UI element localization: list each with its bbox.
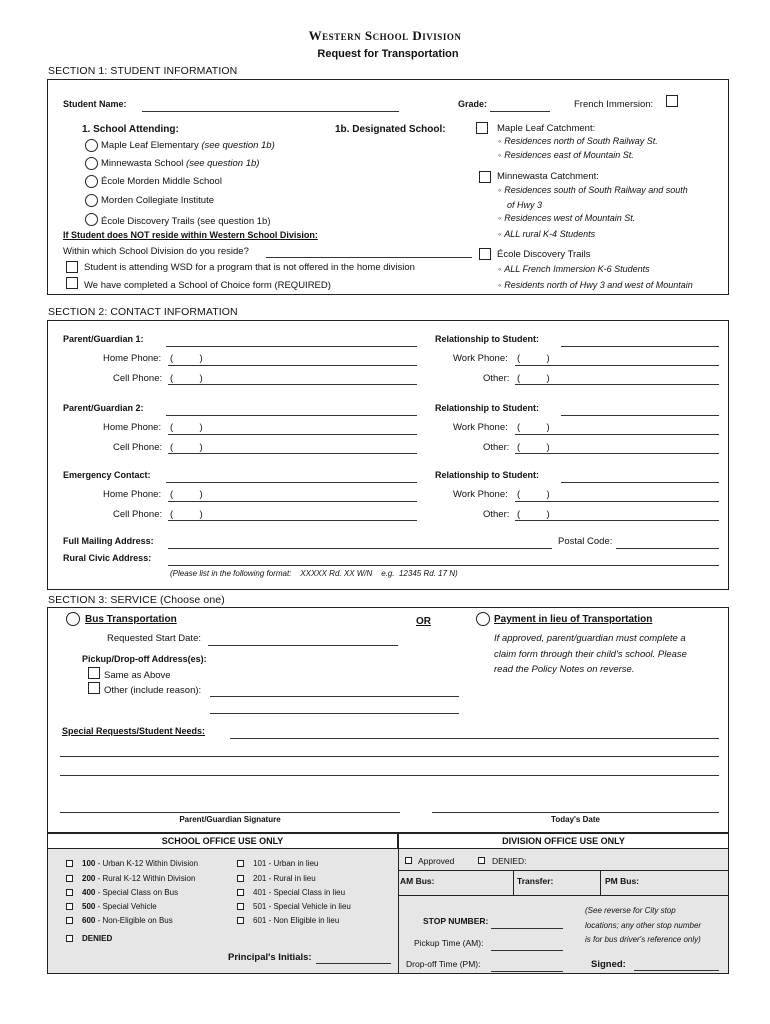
rural-civic-input[interactable] bbox=[168, 565, 719, 566]
other2-input[interactable] bbox=[515, 453, 719, 454]
code-500-label: 500 - Special Vehicle bbox=[82, 902, 157, 911]
work-phone1-parens: ( ) bbox=[517, 353, 550, 364]
rural-format-note: (Please list in the following format: XXXXX Rd. XX W/N e.g. 12345 Rd. 17 N) bbox=[170, 569, 458, 578]
code-601-checkbox[interactable] bbox=[237, 917, 244, 924]
maple-leaf-catchment-label: Maple Leaf Catchment: bbox=[497, 123, 596, 134]
postal-code-label: Postal Code: bbox=[558, 536, 613, 547]
other-reason-input[interactable] bbox=[210, 696, 459, 697]
work-phone2-label: Work Phone: bbox=[453, 422, 508, 433]
discovery-trails-catchment-label: École Discovery Trails bbox=[497, 249, 591, 260]
pickup-time-label: Pickup Time (AM): bbox=[414, 938, 484, 948]
relationship1-label: Relationship to Student: bbox=[435, 334, 539, 344]
which-division-label: Within which School Division do you reside? bbox=[63, 246, 249, 257]
pm-bus-label: PM Bus: bbox=[605, 876, 639, 886]
today-date-label: Today's Date bbox=[551, 815, 600, 824]
payment-note-line: claim form through their child's school. Please bbox=[494, 649, 687, 660]
guardian2-input[interactable] bbox=[166, 415, 417, 416]
payment-note-line: read the Policy Notes on reverse. bbox=[494, 664, 635, 675]
school-radio-discovery-trails[interactable] bbox=[85, 213, 98, 226]
rural-civic-label: Rural Civic Address: bbox=[63, 553, 152, 563]
cell-phone1-label: Cell Phone: bbox=[113, 373, 163, 384]
grade-label: Grade: bbox=[458, 99, 488, 109]
code-401-label: 401 - Special Class in lieu bbox=[253, 888, 346, 897]
french-immersion-checkbox[interactable] bbox=[666, 95, 678, 107]
code-100-label: 100 - Urban K-12 Within Division bbox=[82, 859, 199, 868]
other3-label: Other: bbox=[483, 509, 510, 520]
guardian1-input[interactable] bbox=[166, 346, 417, 347]
code-600-checkbox[interactable] bbox=[66, 917, 73, 924]
code-201-checkbox[interactable] bbox=[237, 875, 244, 882]
emergency-label: Emergency Contact: bbox=[63, 470, 151, 480]
payment-in-lieu-radio[interactable] bbox=[476, 612, 490, 626]
division-denied-checkbox[interactable] bbox=[478, 857, 485, 864]
school-radio-maple-leaf[interactable] bbox=[85, 139, 98, 152]
other-reason-label: Other (include reason): bbox=[104, 685, 202, 696]
school-option-maple-leaf: Maple Leaf Elementary (see question 1b) bbox=[101, 140, 275, 151]
school-of-choice-label: We have completed a School of Choice form (REQUIRED) bbox=[84, 280, 331, 291]
school-denied-label: DENIED bbox=[82, 934, 113, 943]
work-phone1-label: Work Phone: bbox=[453, 353, 508, 364]
special-requests-line-2[interactable] bbox=[60, 756, 719, 757]
relationship3-input[interactable] bbox=[561, 482, 719, 483]
approved-label: Approved bbox=[418, 856, 455, 866]
discovery-trails-catchment-checkbox[interactable] bbox=[479, 248, 491, 260]
not-reside-heading: If Student does NOT reside within Western School Division: bbox=[63, 230, 318, 240]
maple-leaf-catchment-checkbox[interactable] bbox=[476, 122, 488, 134]
dropoff-time-label: Drop-off Time (PM): bbox=[406, 959, 481, 969]
home-phone1-input[interactable] bbox=[168, 365, 417, 366]
school-of-choice-checkbox[interactable] bbox=[66, 277, 78, 289]
bus-row-divider-1 bbox=[513, 870, 514, 895]
catchment-item: ◦ Residences east of Mountain St. bbox=[498, 150, 634, 160]
other1-input[interactable] bbox=[515, 384, 719, 385]
work-phone2-parens: ( ) bbox=[517, 422, 550, 433]
emergency-input[interactable] bbox=[166, 482, 417, 483]
home-phone1-parens: ( ) bbox=[170, 353, 203, 364]
school-radio-morden-middle[interactable] bbox=[85, 175, 98, 188]
catchment-item: ◦ Residences north of South Railway St. bbox=[498, 136, 658, 146]
school-denied-checkbox[interactable] bbox=[66, 935, 73, 942]
signature-label: Parent/Guardian Signature bbox=[179, 815, 281, 824]
work-phone3-input[interactable] bbox=[515, 501, 719, 502]
school-option-discovery-trails: École Discovery Trails (see question 1b) bbox=[101, 216, 271, 227]
cell-phone2-input[interactable] bbox=[168, 453, 417, 454]
catchment-item: ◦ ALL French Immersion K-6 Students bbox=[498, 264, 650, 274]
home-phone2-label: Home Phone: bbox=[103, 422, 162, 433]
school-option-minnewasta: Minnewasta School (see question 1b) bbox=[101, 158, 260, 169]
transfer-label: Transfer: bbox=[517, 876, 554, 886]
code-101-label: 101 - Urban in lieu bbox=[253, 859, 319, 868]
same-as-above-checkbox[interactable] bbox=[88, 667, 100, 679]
program-not-offered-checkbox[interactable] bbox=[66, 261, 78, 273]
other2-label: Other: bbox=[483, 442, 510, 453]
code-601-label: 601 - Non Eligible in lieu bbox=[253, 916, 340, 925]
catchment-item: ◦ Residences south of South Railway and south bbox=[498, 185, 688, 195]
approved-checkbox[interactable] bbox=[405, 857, 412, 864]
cell-phone2-parens: ( ) bbox=[170, 442, 203, 453]
pickup-address-label: Pickup/Drop-off Address(es): bbox=[82, 654, 207, 664]
home-phone2-parens: ( ) bbox=[170, 422, 203, 433]
code-400-label: 400 - Special Class on Bus bbox=[82, 888, 179, 897]
catchment-item: ◦ Residences west of Mountain St. bbox=[498, 213, 635, 223]
relationship2-input[interactable] bbox=[561, 415, 719, 416]
principal-initials-input[interactable] bbox=[316, 963, 391, 964]
relationship1-input[interactable] bbox=[561, 346, 719, 347]
special-requests-line-3[interactable] bbox=[60, 775, 719, 776]
mailing-address-input[interactable] bbox=[168, 548, 552, 549]
guardian1-label: Parent/Guardian 1: bbox=[63, 334, 144, 344]
school-option-morden-middle: École Morden Middle School bbox=[101, 176, 222, 187]
work-phone1-input[interactable] bbox=[515, 365, 719, 366]
code-200-checkbox[interactable] bbox=[66, 875, 73, 882]
school-radio-morden-collegiate[interactable] bbox=[85, 194, 98, 207]
am-bus-label: AM Bus: bbox=[400, 876, 435, 886]
designated-school-label: 1b. Designated School: bbox=[335, 124, 446, 135]
student-name-input[interactable] bbox=[142, 111, 399, 112]
code-501-label: 501 - Special Vehicle in lieu bbox=[253, 902, 351, 911]
other-reason-input-2[interactable] bbox=[210, 713, 459, 714]
work-phone3-label: Work Phone: bbox=[453, 489, 508, 500]
code-501-checkbox[interactable] bbox=[237, 903, 244, 910]
dropoff-time-input[interactable] bbox=[491, 971, 563, 972]
cell-phone3-label: Cell Phone: bbox=[113, 509, 163, 520]
student-name-label: Student Name: bbox=[63, 99, 127, 109]
cell-phone3-parens: ( ) bbox=[170, 509, 203, 520]
code-101-checkbox[interactable] bbox=[237, 860, 244, 867]
stop-number-input[interactable] bbox=[491, 928, 563, 929]
code-401-checkbox[interactable] bbox=[237, 889, 244, 896]
bus-transportation-radio[interactable] bbox=[66, 612, 80, 626]
work-phone3-parens: ( ) bbox=[517, 489, 550, 500]
principal-initials-label: Principal's Initials: bbox=[228, 952, 312, 963]
home-phone3-parens: ( ) bbox=[170, 489, 203, 500]
special-requests-label: Special Requests/Student Needs: bbox=[62, 726, 206, 736]
home-phone3-input[interactable] bbox=[168, 501, 417, 502]
bus-row-top bbox=[398, 870, 729, 871]
form-subtitle: Request for Transportation bbox=[317, 48, 459, 60]
form-title: Western School Division bbox=[308, 28, 462, 43]
code-600-label: 600 - Non-Eligible on Bus bbox=[82, 916, 173, 925]
program-not-offered-label: Student is attending WSD for a program that is not offered in the home division bbox=[84, 262, 415, 273]
cell-phone3-input[interactable] bbox=[168, 520, 417, 521]
catchment-item: of Hwy 3 bbox=[507, 200, 543, 210]
minnewasta-catchment-label: Minnewasta Catchment: bbox=[497, 171, 599, 182]
work-phone2-input[interactable] bbox=[515, 434, 719, 435]
catchment-item: ◦ ALL rural K-4 Students bbox=[498, 229, 595, 239]
or-label: OR bbox=[416, 616, 431, 627]
code-500-checkbox[interactable] bbox=[66, 903, 73, 910]
which-division-input[interactable] bbox=[266, 257, 472, 258]
cell-phone1-parens: ( ) bbox=[170, 373, 203, 384]
stop-note-line: (See reverse for City stop bbox=[585, 906, 676, 915]
minnewasta-catchment-checkbox[interactable] bbox=[479, 171, 491, 183]
other3-parens: ( ) bbox=[517, 509, 550, 520]
same-as-above-label: Same as Above bbox=[104, 670, 171, 681]
school-radio-minnewasta[interactable] bbox=[85, 157, 98, 170]
signature-line[interactable] bbox=[60, 812, 400, 813]
home-phone2-input[interactable] bbox=[168, 434, 417, 435]
bus-row-divider-2 bbox=[600, 870, 601, 895]
section3-heading: SECTION 3: SERVICE (Choose one) bbox=[48, 594, 225, 606]
signed-label: Signed: bbox=[591, 959, 626, 970]
payment-in-lieu-label: Payment in lieu of Transportation bbox=[494, 614, 653, 625]
postal-code-input[interactable] bbox=[616, 548, 719, 549]
french-immersion-label: French Immersion: bbox=[574, 99, 654, 110]
catchment-item: ◦ Residents north of Hwy 3 and west of Mountain bbox=[498, 280, 693, 290]
school-office-title: SCHOOL OFFICE USE ONLY bbox=[161, 836, 284, 846]
cell-phone1-input[interactable] bbox=[168, 384, 417, 385]
stop-note-line: is for bus driver's reference only) bbox=[585, 935, 701, 944]
school-attending-label: 1. School Attending: bbox=[82, 124, 179, 135]
stop-number-label: STOP NUMBER: bbox=[423, 916, 489, 926]
relationship2-label: Relationship to Student: bbox=[435, 403, 539, 413]
school-option-morden-collegiate: Morden Collegiate Institute bbox=[101, 195, 215, 206]
code-201-label: 201 - Rural in lieu bbox=[253, 874, 316, 883]
bus-transportation-label: Bus Transportation bbox=[85, 614, 177, 625]
other1-label: Other: bbox=[483, 373, 510, 384]
start-date-label: Requested Start Date: bbox=[107, 633, 201, 644]
other2-parens: ( ) bbox=[517, 442, 550, 453]
home-phone1-label: Home Phone: bbox=[103, 353, 162, 364]
division-office-title: DIVISION OFFICE USE ONLY bbox=[502, 836, 625, 846]
mailing-address-label: Full Mailing Address: bbox=[63, 536, 154, 546]
office-divider bbox=[398, 849, 399, 974]
grade-input[interactable] bbox=[490, 111, 550, 112]
other1-parens: ( ) bbox=[517, 373, 550, 384]
other-reason-checkbox[interactable] bbox=[88, 682, 100, 694]
division-denied-label: DENIED: bbox=[492, 856, 527, 866]
start-date-input[interactable] bbox=[208, 645, 398, 646]
today-date-line[interactable] bbox=[432, 812, 719, 813]
payment-note-line: If approved, parent/guardian must complete a bbox=[494, 633, 686, 644]
cell-phone2-label: Cell Phone: bbox=[113, 442, 163, 453]
code-200-label: 200 - Rural K-12 Within Division bbox=[82, 874, 196, 883]
section2-heading: SECTION 2: CONTACT INFORMATION bbox=[48, 306, 238, 318]
home-phone3-label: Home Phone: bbox=[103, 489, 162, 500]
code-400-checkbox[interactable] bbox=[66, 889, 73, 896]
other3-input[interactable] bbox=[515, 520, 719, 521]
bus-row-bottom bbox=[398, 895, 729, 896]
pickup-time-input[interactable] bbox=[491, 950, 563, 951]
relationship3-label: Relationship to Student: bbox=[435, 470, 539, 480]
special-requests-input[interactable] bbox=[230, 738, 719, 739]
code-100-checkbox[interactable] bbox=[66, 860, 73, 867]
guardian2-label: Parent/Guardian 2: bbox=[63, 403, 144, 413]
stop-note-line: locations; any other stop number bbox=[585, 921, 702, 930]
signed-input[interactable] bbox=[634, 970, 719, 971]
section1-heading: SECTION 1: STUDENT INFORMATION bbox=[48, 65, 238, 77]
